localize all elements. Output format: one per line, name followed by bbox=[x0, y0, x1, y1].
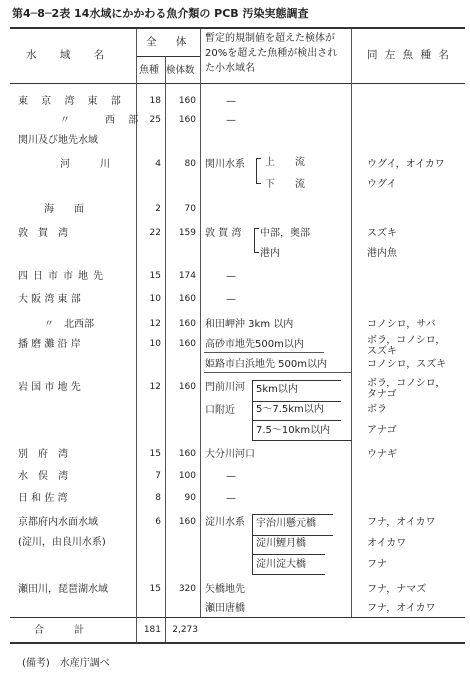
row-subarea: — bbox=[226, 471, 236, 482]
row-area: 瀬田川，琵琶湖水域 bbox=[18, 584, 108, 595]
row-area: 東 京 湾 東 部 bbox=[18, 96, 126, 107]
row-subarea: — bbox=[226, 271, 236, 282]
row-species: スズキ bbox=[367, 346, 397, 357]
row-subarea-detail: 淀川鯉月橋 bbox=[256, 538, 306, 549]
row-area: 別 府 湾 bbox=[18, 449, 68, 460]
row-subarea: 関川水系 bbox=[205, 159, 245, 170]
source-note: (備考) 水産庁調べ bbox=[22, 658, 110, 669]
row-count: 160 bbox=[178, 294, 196, 304]
col-divider bbox=[165, 56, 166, 642]
row-count: 160 bbox=[178, 449, 196, 459]
header-exceed-line3: た小水域名 bbox=[205, 63, 255, 74]
top-rule bbox=[10, 27, 465, 29]
row-subarea: 矢橋地先 bbox=[205, 584, 245, 595]
row-area: 水 俣 湾 bbox=[18, 471, 68, 482]
row-species: アナゴ bbox=[367, 425, 397, 436]
row-fish: 15 bbox=[149, 449, 161, 459]
row-count: 160 bbox=[178, 382, 196, 392]
row-area: 大 阪 湾 東 部 bbox=[18, 294, 81, 305]
row-species: ボラ，コノシロ， bbox=[367, 335, 446, 346]
header-exceed-line2: 20%を超えた魚種が検出され bbox=[205, 48, 338, 59]
header-species-name: 同 左 魚 種 名 bbox=[367, 49, 451, 61]
table-title: 第4─8─2表 14水域にかかわる魚介類の PCB 汚染実態調査 bbox=[12, 7, 309, 20]
row-fish: 4 bbox=[155, 159, 161, 169]
header-exceed-line1: 暫定的規制値を超えた検体が bbox=[205, 33, 335, 44]
row-subarea-detail: 5～7.5km以内 bbox=[256, 404, 324, 415]
row-subarea: 和田岬沖 3km 以内 bbox=[205, 319, 294, 330]
total-subrule bbox=[136, 56, 200, 57]
total-label: 合 計 bbox=[34, 625, 84, 636]
header-specimens: 検体数 bbox=[166, 65, 195, 76]
row-subarea-detail: 港内 bbox=[260, 248, 280, 259]
row-count: 320 bbox=[178, 584, 196, 594]
row-count: 70 bbox=[184, 204, 196, 214]
row-species: オイカワ bbox=[367, 538, 407, 549]
row-fish: 25 bbox=[149, 115, 161, 125]
header-rule bbox=[10, 83, 465, 84]
row-count: 160 bbox=[178, 115, 196, 125]
row-subarea: — bbox=[226, 96, 236, 107]
row-subarea: — bbox=[226, 115, 236, 126]
row-fish: 6 bbox=[155, 517, 161, 527]
row-count: 160 bbox=[178, 96, 196, 106]
row-species: ウナギ bbox=[367, 449, 397, 460]
total-count: 2,273 bbox=[172, 625, 198, 635]
col-divider bbox=[351, 29, 352, 617]
row-count: 100 bbox=[178, 471, 196, 481]
row-area: 〃 北西部 bbox=[44, 319, 94, 330]
row-count: 174 bbox=[178, 271, 196, 281]
row-species: フナ bbox=[367, 559, 387, 570]
row-count: 160 bbox=[178, 319, 196, 329]
row-subarea: 口附近 bbox=[205, 405, 235, 416]
row-fish: 2 bbox=[155, 204, 161, 214]
row-fish: 15 bbox=[149, 584, 161, 594]
row-species: ボラ bbox=[367, 404, 387, 415]
row-subarea-detail: 宇治川懸元橋 bbox=[256, 518, 316, 529]
row-fish: 10 bbox=[149, 339, 161, 349]
row-fish: 22 bbox=[149, 228, 161, 238]
row-area: 播 磨 灘 沿 岸 bbox=[18, 339, 81, 350]
row-species: コノシロ，スズキ bbox=[367, 359, 447, 370]
row-species: ウグイ，オイカワ bbox=[367, 159, 445, 170]
row-subarea: 姫路市白浜地先 500m以内 bbox=[205, 359, 328, 370]
row-fish: 12 bbox=[149, 382, 161, 392]
row-area: 〃 西 部 bbox=[60, 115, 144, 126]
subarea-underline bbox=[204, 372, 351, 373]
row-species: 港内魚 bbox=[367, 248, 397, 259]
row-area: 日 和 佐 湾 bbox=[18, 493, 68, 504]
row-subarea: 高砂市地先500m以内 bbox=[205, 339, 304, 350]
row-species: ボラ，コノシロ， bbox=[367, 378, 446, 389]
col-divider bbox=[200, 29, 201, 617]
row-count: 80 bbox=[184, 159, 196, 169]
row-count: 159 bbox=[178, 228, 196, 238]
row-species: タナゴ bbox=[367, 389, 397, 400]
row-area: 四日市市地先 bbox=[18, 271, 108, 282]
row-subarea-detail: 7.5～10km以内 bbox=[256, 425, 331, 436]
row-subarea: 敦 賀 湾 bbox=[205, 228, 242, 239]
row-count: 90 bbox=[184, 493, 196, 503]
row-subarea-detail: 中部，奥部 bbox=[260, 228, 310, 239]
header-total: 全 体 bbox=[146, 36, 195, 48]
row-subarea: 門前川河 bbox=[205, 382, 245, 393]
row-area: 河 川 bbox=[60, 159, 110, 170]
row-fish: 10 bbox=[149, 294, 161, 304]
row-subarea-detail: 上 流 bbox=[265, 157, 305, 168]
row-subarea: 瀬田唐橋 bbox=[205, 603, 245, 614]
row-area: 岩 国 市 地 先 bbox=[18, 382, 81, 393]
row-area-sub: (淀川，由良川水系) bbox=[18, 537, 106, 548]
row-area: 敦 賀 湾 bbox=[18, 228, 68, 239]
row-subarea: 淀川水系 bbox=[205, 517, 245, 528]
subarea-underline bbox=[204, 352, 324, 353]
row-count: 160 bbox=[178, 517, 196, 527]
total-fish: 181 bbox=[143, 625, 161, 635]
row-species: フナ，オイカワ bbox=[367, 517, 436, 528]
row-fish: 12 bbox=[149, 319, 161, 329]
row-species: フナ，ナマズ bbox=[367, 584, 427, 595]
bottom-rule bbox=[10, 642, 465, 644]
row-species: コノシロ，サバ bbox=[367, 319, 436, 330]
row-fish: 15 bbox=[149, 271, 161, 281]
row-fish: 18 bbox=[149, 96, 161, 106]
row-subarea: — bbox=[226, 294, 236, 305]
row-subarea-detail: 淀川淀大橋 bbox=[256, 559, 306, 570]
total-rule bbox=[10, 617, 465, 618]
row-area: 関川及び地先水域 bbox=[18, 135, 98, 146]
row-species: フナ，オイカワ bbox=[367, 603, 436, 614]
row-area: 海 面 bbox=[44, 204, 84, 215]
row-fish: 7 bbox=[155, 471, 161, 481]
row-fish: 8 bbox=[155, 493, 161, 503]
header-area-name: 水 域 名 bbox=[26, 49, 115, 61]
row-subarea-detail: 下 流 bbox=[265, 179, 305, 190]
row-count: 160 bbox=[178, 339, 196, 349]
row-species: スズキ bbox=[367, 228, 397, 239]
row-subarea-detail: 5km以内 bbox=[256, 384, 298, 395]
subarea-bracket bbox=[256, 158, 261, 184]
subarea-bracket bbox=[254, 228, 259, 253]
row-subarea: — bbox=[226, 493, 236, 504]
row-species: ウグイ bbox=[367, 179, 397, 190]
row-subarea: 大分川河口 bbox=[205, 449, 255, 460]
header-fish-species: 魚種 bbox=[139, 65, 159, 76]
row-area: 京都府内水面水域 bbox=[18, 517, 98, 528]
